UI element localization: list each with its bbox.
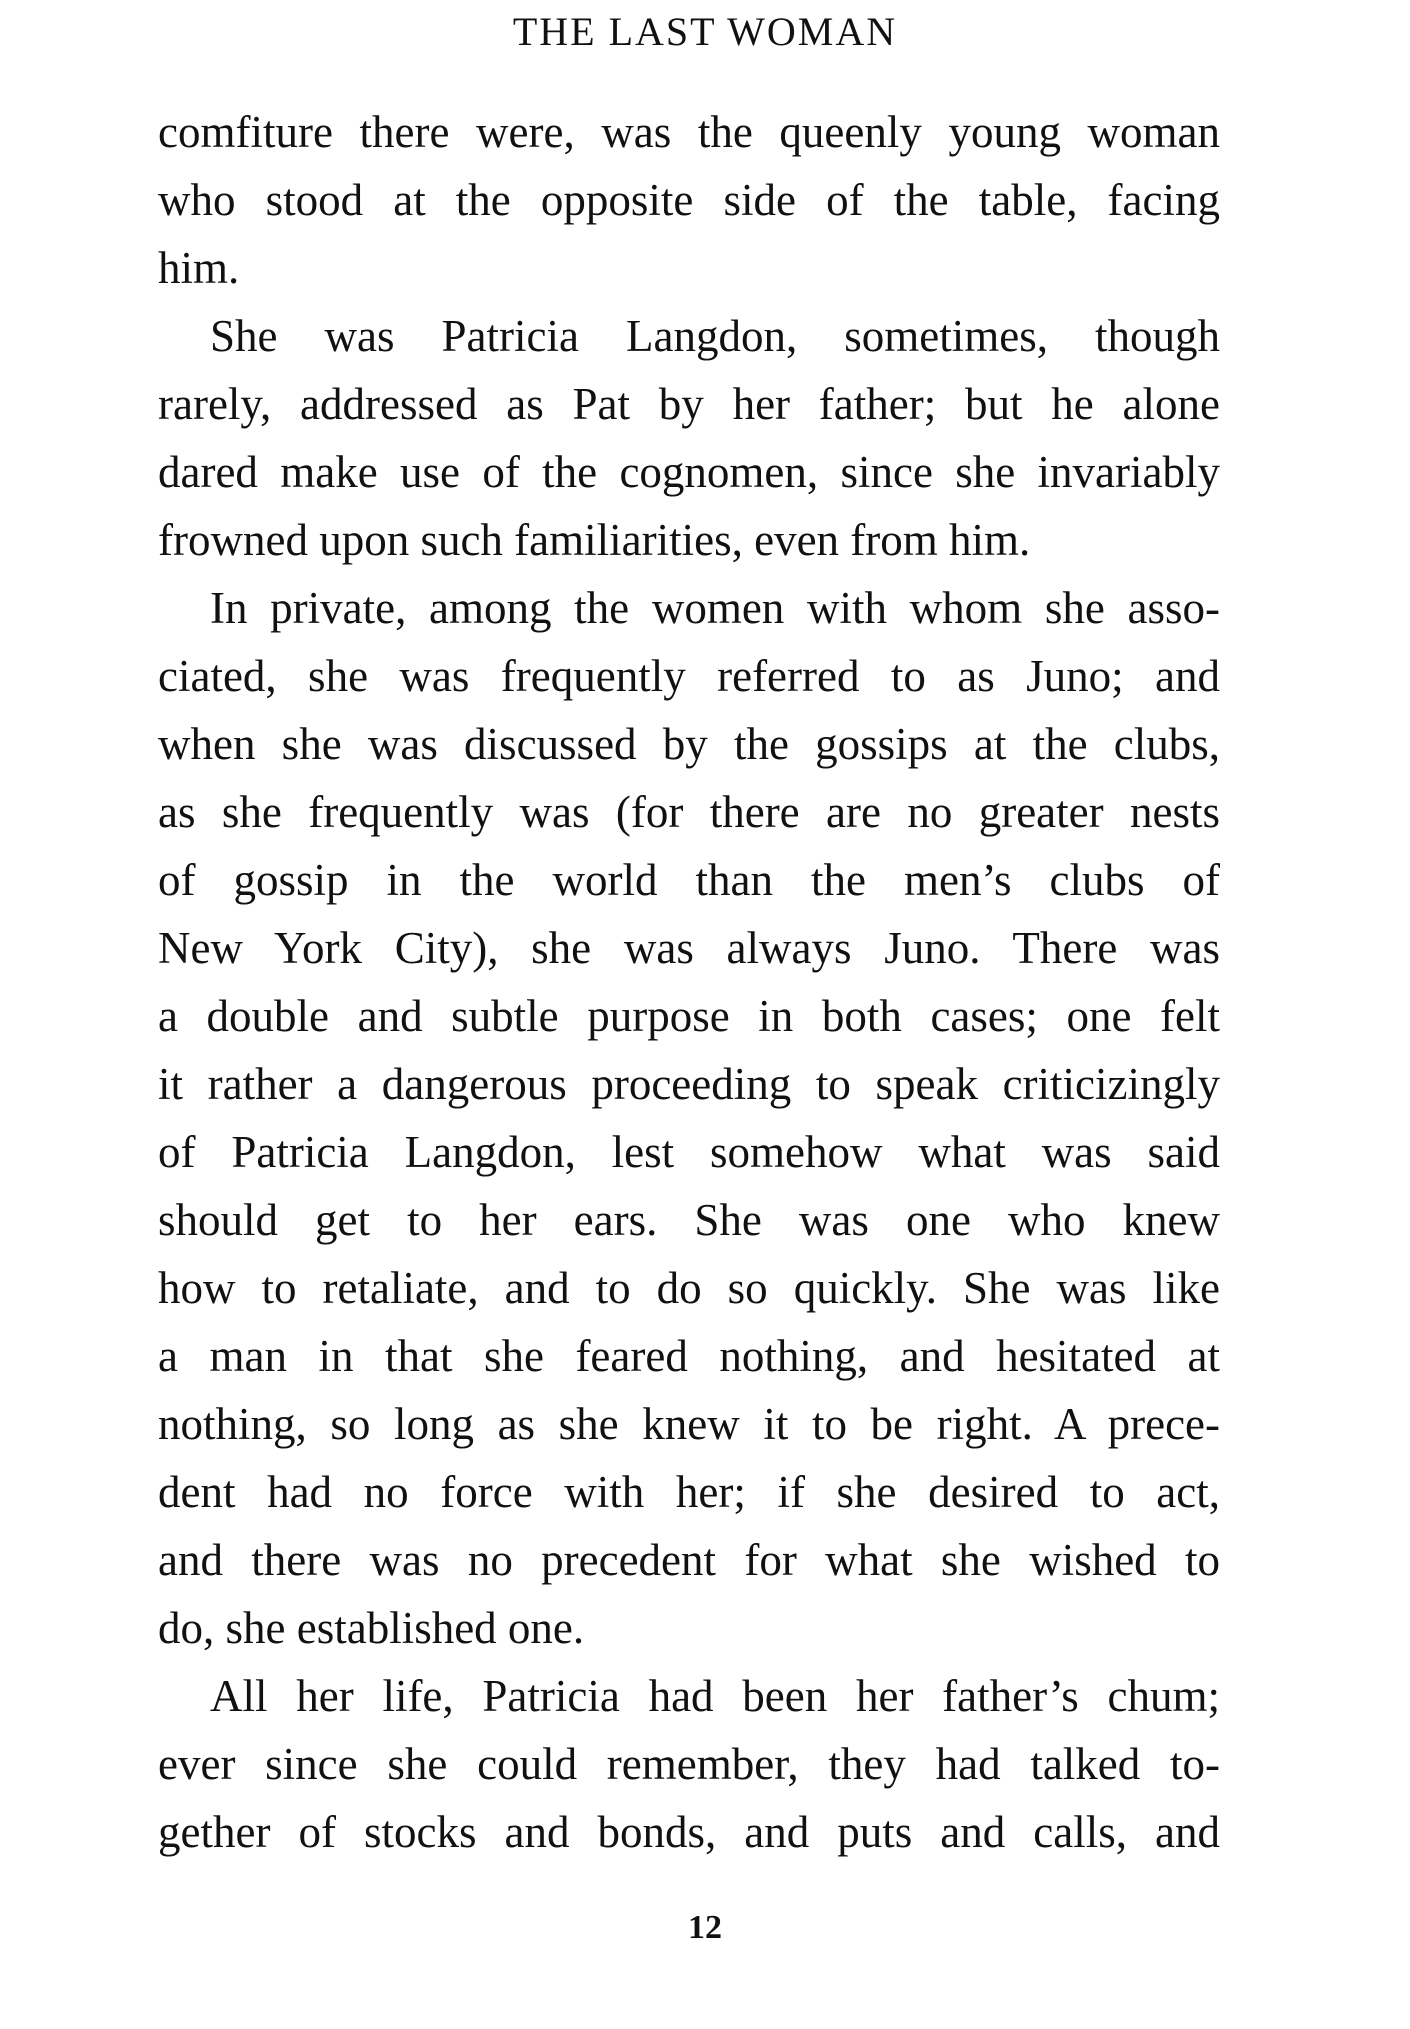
body-text — [158, 98, 1220, 1866]
text-line: should get to her ears. She was one who knew — [158, 1195, 1220, 1245]
text-line: who stood at the opposite side of the table, facing — [158, 175, 1220, 225]
text-line: She was Patricia Langdon, sometimes, though — [210, 311, 1220, 361]
text-line: and there was no precedent for what she wished to — [158, 1535, 1220, 1585]
text-line: nothing, so long as she knew it to be right. A prece- — [158, 1399, 1220, 1449]
text-line: of gossip in the world than the men’s clubs of — [158, 855, 1220, 905]
text-line: gether of stocks and bonds, and puts and calls, and — [158, 1807, 1220, 1857]
text-line: a man in that she feared nothing, and hesitated at — [158, 1331, 1220, 1381]
text-line: rarely, addressed as Pat by her father; but he alone — [158, 379, 1220, 429]
text-line: as she frequently was (for there are no greater nests — [158, 787, 1220, 837]
text-line: All her life, Patricia had been her father’s chum; — [210, 1671, 1220, 1721]
text-line: dared make use of the cognomen, since she invariably — [158, 447, 1220, 497]
text-line: him. — [158, 243, 240, 293]
running-head: THE LAST WOMAN — [512, 9, 898, 54]
text-line: ever since she could remember, they had talked to- — [158, 1739, 1220, 1789]
text-line: when she was discussed by the gossips at the clubs, — [158, 719, 1220, 769]
text-line: New York City), she was always Juno. There was — [158, 923, 1220, 973]
text-line: In private, among the women with whom she asso- — [210, 583, 1220, 633]
text-line: it rather a dangerous proceeding to speak criticizingly — [158, 1059, 1220, 1109]
text-line: a double and subtle purpose in both cases; one felt — [158, 991, 1220, 1041]
text-line: ciated, she was frequently referred to as Juno; and — [158, 651, 1220, 701]
page-number: 12 — [688, 1909, 722, 1946]
text-line: dent had no force with her; if she desired to act, — [158, 1467, 1220, 1517]
text-line: frowned upon such familiarities, even from him. — [158, 515, 1031, 565]
text-line: comfiture there were, was the queenly young woman — [158, 107, 1220, 157]
text-line: do, she established one. — [158, 1603, 585, 1653]
text-line: of Patricia Langdon, lest somehow what was said — [158, 1127, 1220, 1177]
text-line: how to retaliate, and to do so quickly. She was like — [158, 1263, 1220, 1313]
